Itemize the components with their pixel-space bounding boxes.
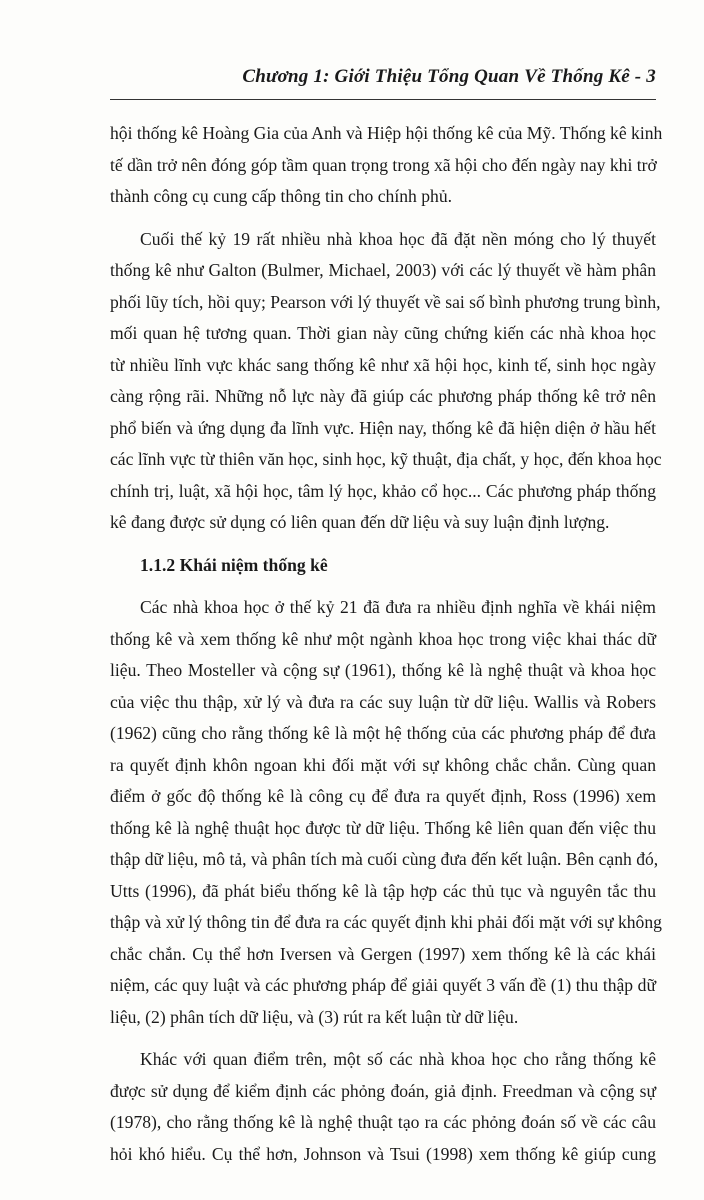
text-line: thập và xử lý thông tin để đưa ra các quyết định khi phải đối mặt với sự không	[110, 912, 662, 932]
text-line: thống kê và xem thống kê như một ngành khoa học trong việc khai thác dữ	[110, 628, 656, 649]
text-line: thống kê như Galton (Bulmer, Michael, 2003) với các lý thuyết về hàm phân	[110, 260, 656, 280]
text-line: hội thống kê Hoàng Gia của Anh và Hiệp hội thống kê của Mỹ. Thống kê kinh	[110, 123, 663, 143]
paragraph-alternative-views	[110, 1044, 656, 1170]
page-body	[110, 118, 663, 1181]
header-rule	[110, 99, 656, 100]
text-line: từ nhiều lĩnh vực khác sang thống kê như xã hội học, kinh tế, sinh học ngày	[110, 354, 656, 375]
paragraph-continuation	[110, 118, 663, 213]
text-line: mối quan hệ tương quan. Thời gian này cũng chứng kiến các nhà khoa học	[110, 323, 656, 343]
section-heading: 1.1.2 Khái niệm thống kê	[140, 554, 328, 575]
text-line: điểm ở gốc độ thống kê là công cụ để đưa ra quyết định, Ross (1996) xem	[110, 786, 656, 806]
text-line: thống kê là nghệ thuật học được từ dữ liệu. Thống kê liên quan đến việc thu	[110, 817, 656, 838]
text-line: (1978), cho rằng thống kê là nghệ thuật tạo ra các phỏng đoán số về các câu	[110, 1112, 656, 1132]
paragraph-history	[110, 224, 662, 539]
text-line: (1962) cũng cho rằng thống kê là một hệ thống của các phương pháp để đưa	[110, 723, 656, 743]
text-line: của việc thu thập, xử lý và đưa ra các suy luận từ dữ liệu. Wallis và Robers	[110, 691, 656, 712]
text-line: Utts (1996), đã phát biểu thống kê là tập hợp các thủ tục và nguyên tắc thu	[110, 880, 656, 901]
text-line: thập dữ liệu, mô tả, và phân tích mà cuối cùng đưa đến kết luận. Bên cạnh đó,	[110, 849, 659, 869]
text-line: Cuối thế kỷ 19 rất nhiều nhà khoa học đã đặt nền móng cho lý thuyết	[140, 228, 656, 249]
text-line: ra quyết định khôn ngoan khi đối mặt với sự không chắc chắn. Cùng quan	[110, 754, 656, 775]
text-line: hỏi khó hiểu. Cụ thể hơn, Johnson và Tsui (1998) xem thống kê giúp cung	[110, 1143, 656, 1164]
paragraph-definitions	[110, 592, 662, 1033]
text-line: phổ biến và ứng dụng đa lĩnh vực. Hiện nay, thống kê đã hiện diện ở hầu hết	[110, 417, 656, 438]
text-line: được sử dụng để kiểm định các phỏng đoán, giả định. Freedman và cộng sự	[110, 1080, 656, 1101]
text-line: Các nhà khoa học ở thế kỷ 21 đã đưa ra nhiều định nghĩa về khái niệm	[140, 597, 656, 617]
text-line: phối lũy tích, hồi quy; Pearson với lý thuyết về sai số bình phương trung bình,	[110, 291, 661, 312]
text-line: thành công cụ cung cấp thông tin cho chính phủ.	[110, 186, 453, 206]
text-line: tế dần trở nên đóng góp tầm quan trọng trong xã hội cho đến ngày nay khi trở	[110, 154, 657, 175]
text-line: liệu, (2) phân tích dữ liệu, và (3) rút ra kết luận từ dữ liệu.	[110, 1006, 519, 1027]
text-line: chắc chắn. Cụ thể hơn Iversen và Gergen (1997) xem thống kê là các khái	[110, 943, 656, 964]
text-line: các lĩnh vực từ thiên văn học, sinh học, kỹ thuật, địa chất, y học, đến khoa học	[110, 449, 662, 469]
text-line: Khác với quan điểm trên, một số các nhà khoa học cho rằng thống kê	[140, 1049, 656, 1069]
text-line: chính trị, luật, xã hội học, tâm lý học, khảo cổ học... Các phương pháp thống	[110, 480, 656, 501]
text-line: niệm, các quy luật và các phương pháp để giải quyết 3 vấn đề (1) thu thập dữ	[110, 975, 656, 995]
text-line: càng rộng rãi. Những nỗ lực này đã giúp các phương pháp thống kê trở nên	[110, 386, 656, 406]
running-header: Chương 1: Giới Thiệu Tổng Quan Về Thống Kê - 3	[242, 66, 656, 87]
text-line: liệu. Theo Mosteller và cộng sự (1961), thống kê là nghệ thuật và khoa học	[110, 660, 656, 680]
text-line: kê đang được sử dụng có liên quan đến dữ liệu và suy luận định lượng.	[110, 512, 610, 532]
